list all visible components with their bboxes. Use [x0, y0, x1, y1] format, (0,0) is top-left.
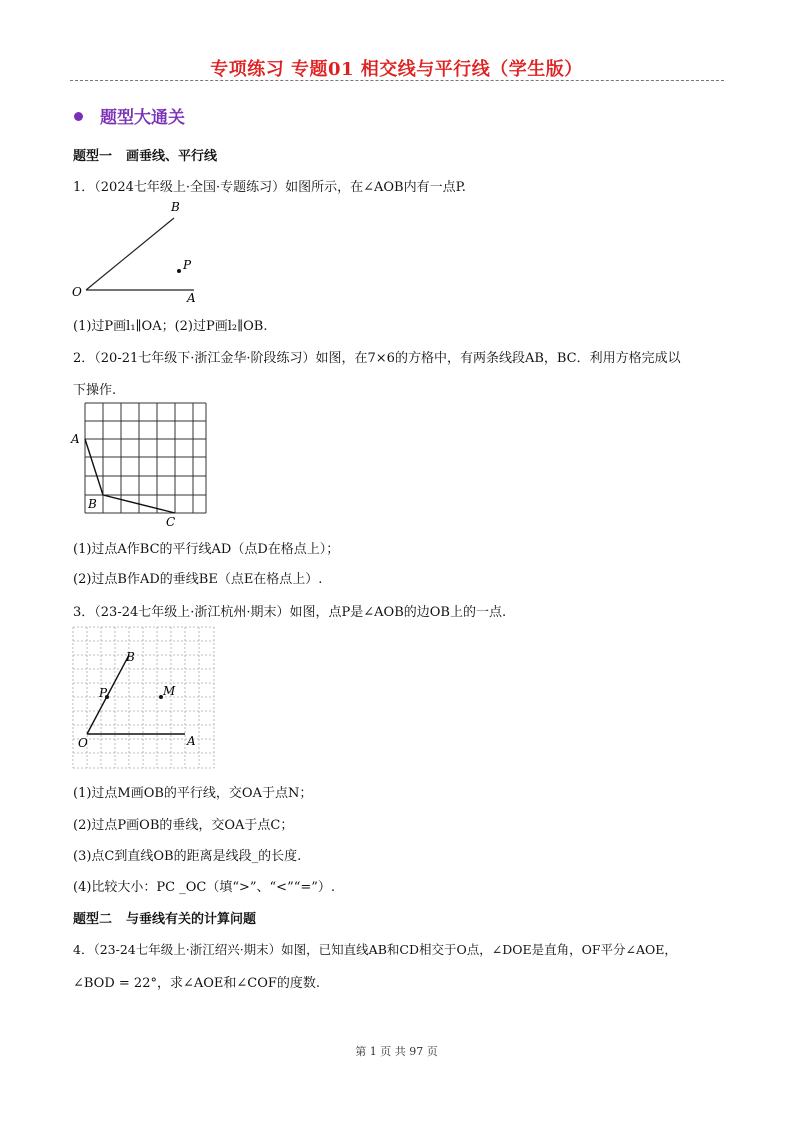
- question-type-label: 题型一: [73, 149, 113, 164]
- segment-ab: [85, 439, 103, 495]
- page-title: 专项练习 专题01 相交线与平行线（学生版）: [210, 59, 583, 80]
- label-b: B: [171, 200, 180, 214]
- q2-text-line2: 下操作.: [73, 383, 117, 398]
- q2-sub2: (2)过点B作AD的垂线BE（点E在格点上）.: [73, 572, 323, 587]
- q2-grid-figure: [66, 398, 216, 530]
- label-o: O: [72, 285, 82, 299]
- q3-text: 3．（23-24七年级上·浙江杭州·期末）如图，点P是∠AOB的边OB上的一点.: [73, 605, 507, 620]
- q3-sub3: (3)点C到直线OB的距离是线段_的长度.: [73, 849, 302, 864]
- q4-text-line2: ∠BOD = 22°，求∠AOE和∠COF的度数.: [73, 976, 321, 991]
- label-c: C: [166, 515, 176, 529]
- q4-text-line1: 4．（23-24七年级上·浙江绍兴·期末）如图，已知直线AB和CD相交于O点，∠DOE是直角，OF平分∠AOE，: [73, 942, 677, 957]
- label-p: P: [99, 686, 108, 700]
- question-type-1: [73, 145, 217, 164]
- q3-sub2: (2)过点P画OB的垂线，交OA于点C；: [73, 818, 294, 833]
- q3-sub4: (4)比较大小：PC _OC（填“>”、“<”“=”）.: [73, 880, 336, 895]
- question-type-name: 与垂线有关的计算问题: [126, 912, 257, 927]
- q2-grid: [85, 403, 206, 513]
- label-o: O: [78, 736, 88, 750]
- q1-subquestions: (1)过P画l₁∥OA；(2)过P画l₂∥OB.: [73, 319, 268, 334]
- section-title: 题型大通关: [100, 108, 185, 128]
- section-bullet-icon: [74, 112, 83, 121]
- question-type-name: 画垂线、平行线: [126, 149, 218, 164]
- ray-ob: [87, 655, 129, 734]
- point-p: [177, 269, 181, 273]
- question-type-label: 题型二: [73, 912, 113, 927]
- label-b: B: [126, 650, 135, 664]
- q1-text: 1．（2024七年级上·全国·专题练习）如图所示，在∠AOB内有一点P.: [73, 180, 466, 195]
- label-p: P: [183, 258, 192, 272]
- q1-figure: [66, 196, 216, 308]
- label-a: A: [71, 432, 80, 446]
- label-b: B: [88, 497, 97, 511]
- q3-grid-figure: [66, 620, 218, 772]
- label-a: A: [187, 291, 196, 305]
- label-m: M: [163, 684, 176, 698]
- q2-sub1: (1)过点A作BC的平行线AD（点D在格点上）；: [73, 542, 340, 557]
- q2-text-line1: 2．（20-21七年级下·浙江金华·阶段练习）如图，在7×6的方格中，有两条线段AB，BC．利用方格完成以: [73, 351, 681, 366]
- label-a: A: [187, 734, 196, 748]
- q3-sub1: (1)过点M画OB的平行线，交OA于点N；: [73, 786, 313, 801]
- page-footer: 第 1 页 共 97 页: [355, 1045, 438, 1058]
- ray-ob: [86, 218, 174, 290]
- title-divider: [70, 80, 724, 81]
- question-type-2: [73, 908, 256, 927]
